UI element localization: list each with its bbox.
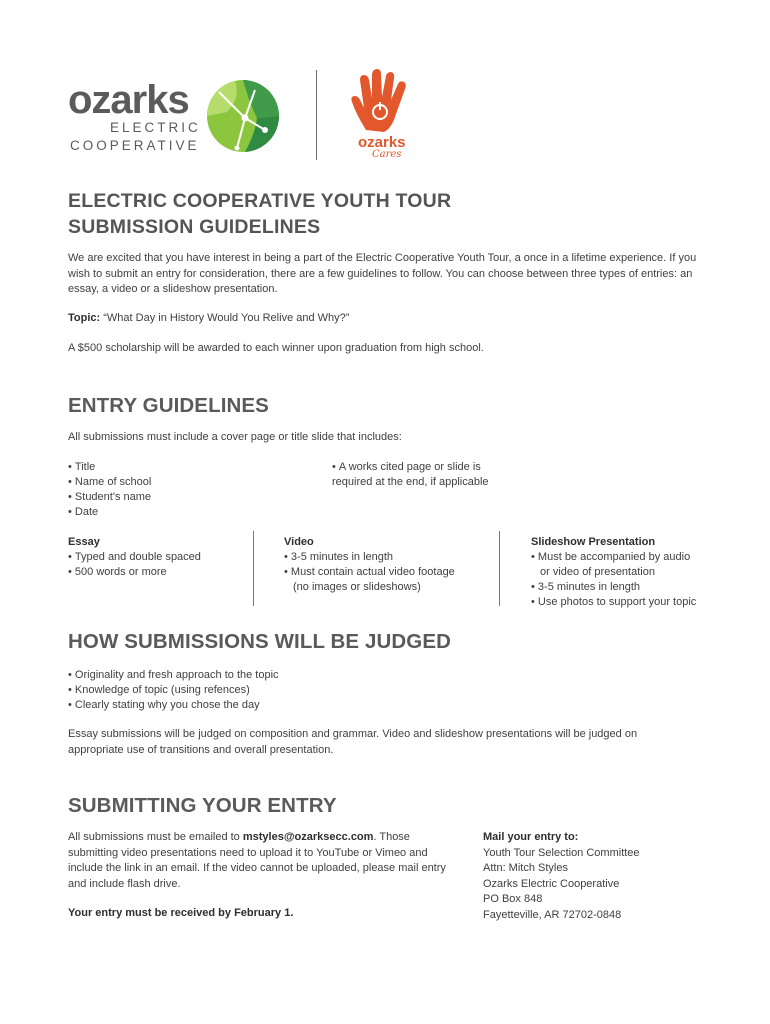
submission-paragraph [68, 830, 453, 892]
list-item: • A works cited page or slide is [332, 460, 572, 475]
logo-electric-text: ELECTRIC [110, 120, 201, 135]
address-line: Youth Tour Selection Committee [483, 846, 640, 859]
submission-text-after: . Those submitting video presentations need to upload it to YouTube or Vimeo and include the link in an email. If the video cannot be uploaded, please mail entry and include flash drive. [68, 831, 446, 890]
list-item-continued: or video of presentation [540, 566, 655, 578]
topic-text: “What Day in History Would You Relive and Why?” [103, 312, 350, 324]
title-line-2: SUBMISSION GUIDELINES [68, 216, 321, 238]
intro-paragraph: We are excited that you have interest in being a part of the Electric Cooperative Youth Tour, a once in a lifetime experience. If you wish to submit an entry for consideration, there are a few guidelines to follow. You can choose between three types of entries: an essay, a video or a slideshow presentation. [68, 252, 697, 295]
column-divider [499, 531, 500, 606]
list-item: • 3-5 minutes in length [284, 550, 484, 565]
topic-label: Topic: [68, 312, 101, 324]
list-item: • Originality and fresh approach to the topic [68, 668, 568, 683]
mail-title: Mail your entry to: [483, 831, 579, 843]
list-item: • Clearly stating why you chose the day [68, 698, 568, 713]
list-item: • Name of school [68, 475, 308, 490]
cares-script-text: Cares [372, 149, 402, 160]
entry-guidelines-heading: ENTRY GUIDELINES [68, 394, 269, 417]
list-item: • 3-5 minutes in length [531, 580, 731, 595]
address-line: Ozarks Electric Cooperative [483, 877, 620, 890]
address-line: PO Box 848 [483, 893, 543, 905]
essay-title: Essay [68, 536, 100, 548]
list-item-continued: (no images or slideshows) [293, 581, 421, 593]
logo-divider [316, 70, 317, 160]
ozarks-cares-hand-icon [348, 68, 414, 134]
judging-criteria-list [68, 668, 568, 713]
submission-email-link[interactable]: mstyles@ozarksecc.com [242, 831, 374, 843]
cooperative-circle-logo-icon [205, 78, 281, 154]
slideshow-column [531, 535, 731, 610]
column-divider [253, 531, 254, 606]
list-item: • 500 words or more [68, 565, 243, 580]
list-item: • Must be accompanied by audio [531, 550, 731, 565]
list-item: • Title [68, 460, 308, 475]
works-cited-list [332, 460, 572, 490]
essay-column [68, 535, 243, 580]
entry-lead-text: All submissions must include a cover page or title slide that includes: [68, 431, 402, 443]
cover-page-list [68, 460, 308, 520]
judged-heading: HOW SUBMISSIONS WILL BE JUDGED [68, 630, 452, 653]
list-item: • Date [68, 505, 308, 520]
address-line: Attn: Mitch Styles [483, 862, 568, 874]
video-column [284, 535, 484, 595]
deadline-text: Your entry must be received by February 1. [68, 907, 294, 919]
list-item: • Use photos to support your topic [531, 595, 731, 610]
submitting-heading: SUBMITTING YOUR ENTRY [68, 794, 337, 817]
title-line-1: ELECTRIC COOPERATIVE YOUTH TOUR [68, 190, 452, 212]
video-title: Video [284, 536, 314, 548]
topic-line [68, 311, 708, 327]
slideshow-title: Slideshow Presentation [531, 536, 656, 548]
address-line: Fayetteville, AR 72702-0848 [483, 908, 622, 921]
ozarks-wordmark: ozarks [68, 78, 189, 122]
list-item: • Student's name [68, 490, 308, 505]
mailing-address-block [483, 830, 713, 923]
page-title [68, 188, 548, 240]
judging-paragraph: Essay submissions will be judged on composition and grammar. Video and slideshow presentations will be judged on appropriate use of transitions and overall presentation. [68, 728, 638, 756]
scholarship-text: A $500 scholarship will be awarded to each winner upon graduation from high school. [68, 342, 484, 354]
submission-text-before: All submissions must be emailed to [68, 831, 243, 843]
list-item: • Typed and double spaced [68, 550, 243, 565]
list-item-continued: required at the end, if applicable [332, 476, 489, 488]
logo-cooperative-text: COOPERATIVE [70, 138, 200, 153]
list-item: • Must contain actual video footage [284, 565, 484, 580]
ozarks-cares-wordmark: ozarks [358, 134, 406, 151]
list-item: • Knowledge of topic (using refences) [68, 683, 568, 698]
